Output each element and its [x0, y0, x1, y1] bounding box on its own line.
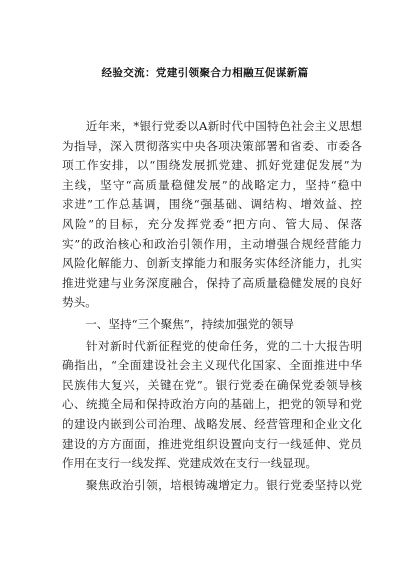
text-line: 近年来，*银行党委以A新时代中国特色社会主义思想: [62, 119, 362, 133]
text-line: 作用在支行一线发挥、党建成效在支行一线显现。: [62, 456, 318, 471]
document-title: 经验交流：党建引领聚合力相融互促谋新篇: [101, 67, 309, 79]
text-line: 针对新时代新征程党的使命任务，党的二十大报告明: [62, 338, 362, 353]
text-line: 风险”的目标，充分发挥党委“把方向、管大局、保落: [62, 216, 362, 231]
text-line: 推进党建与业务深度融合，保持了高质量稳健发展的良好: [62, 275, 362, 290]
text-line: 建设的方方面面，推进党组织设置向支行一线延伸、党员: [62, 436, 362, 451]
text-line: 的建设内嵌到公司治理、战略发展、经营管理和企业文化: [62, 416, 362, 431]
text-line: 确指出，“全面建设社会主义现代化国家、全面推进中华: [62, 358, 362, 373]
text-line: 民族伟大复兴，关键在党”。银行党委在确保党委领导核: [62, 377, 362, 392]
text-line: 一、坚持“三个聚焦”，持续加强党的领导: [62, 316, 295, 331]
text-line: 实”的政治核心和政治引领作用，主动增强合规经营能力: [62, 236, 362, 251]
text-line: 势头。: [62, 295, 97, 310]
text-line: 心、统揽全局和保持政治方向的基础上，把党的领导和党: [62, 397, 362, 412]
text-line: 项工作安排，以“围绕发展抓党建、抓好党建促发展”为: [62, 158, 362, 173]
text-line: 求进”工作总基调，围绕“强基础、调结构、增效益、控: [62, 197, 362, 212]
text-line: 为指导，深入贯彻落实中央各项决策部署和省委、市委各: [62, 138, 362, 153]
text-line: 聚焦政治引领，培根铸魂增定力。银行党委坚持以党: [62, 477, 362, 492]
document-body: [62, 117, 362, 495]
text-line: 风险化解能力、创新支撑能力和服务实体经济能力，扎实: [62, 256, 362, 271]
text-line: 主线，坚守“高质量稳健发展”的战略定力，坚持“稳中: [62, 177, 362, 192]
